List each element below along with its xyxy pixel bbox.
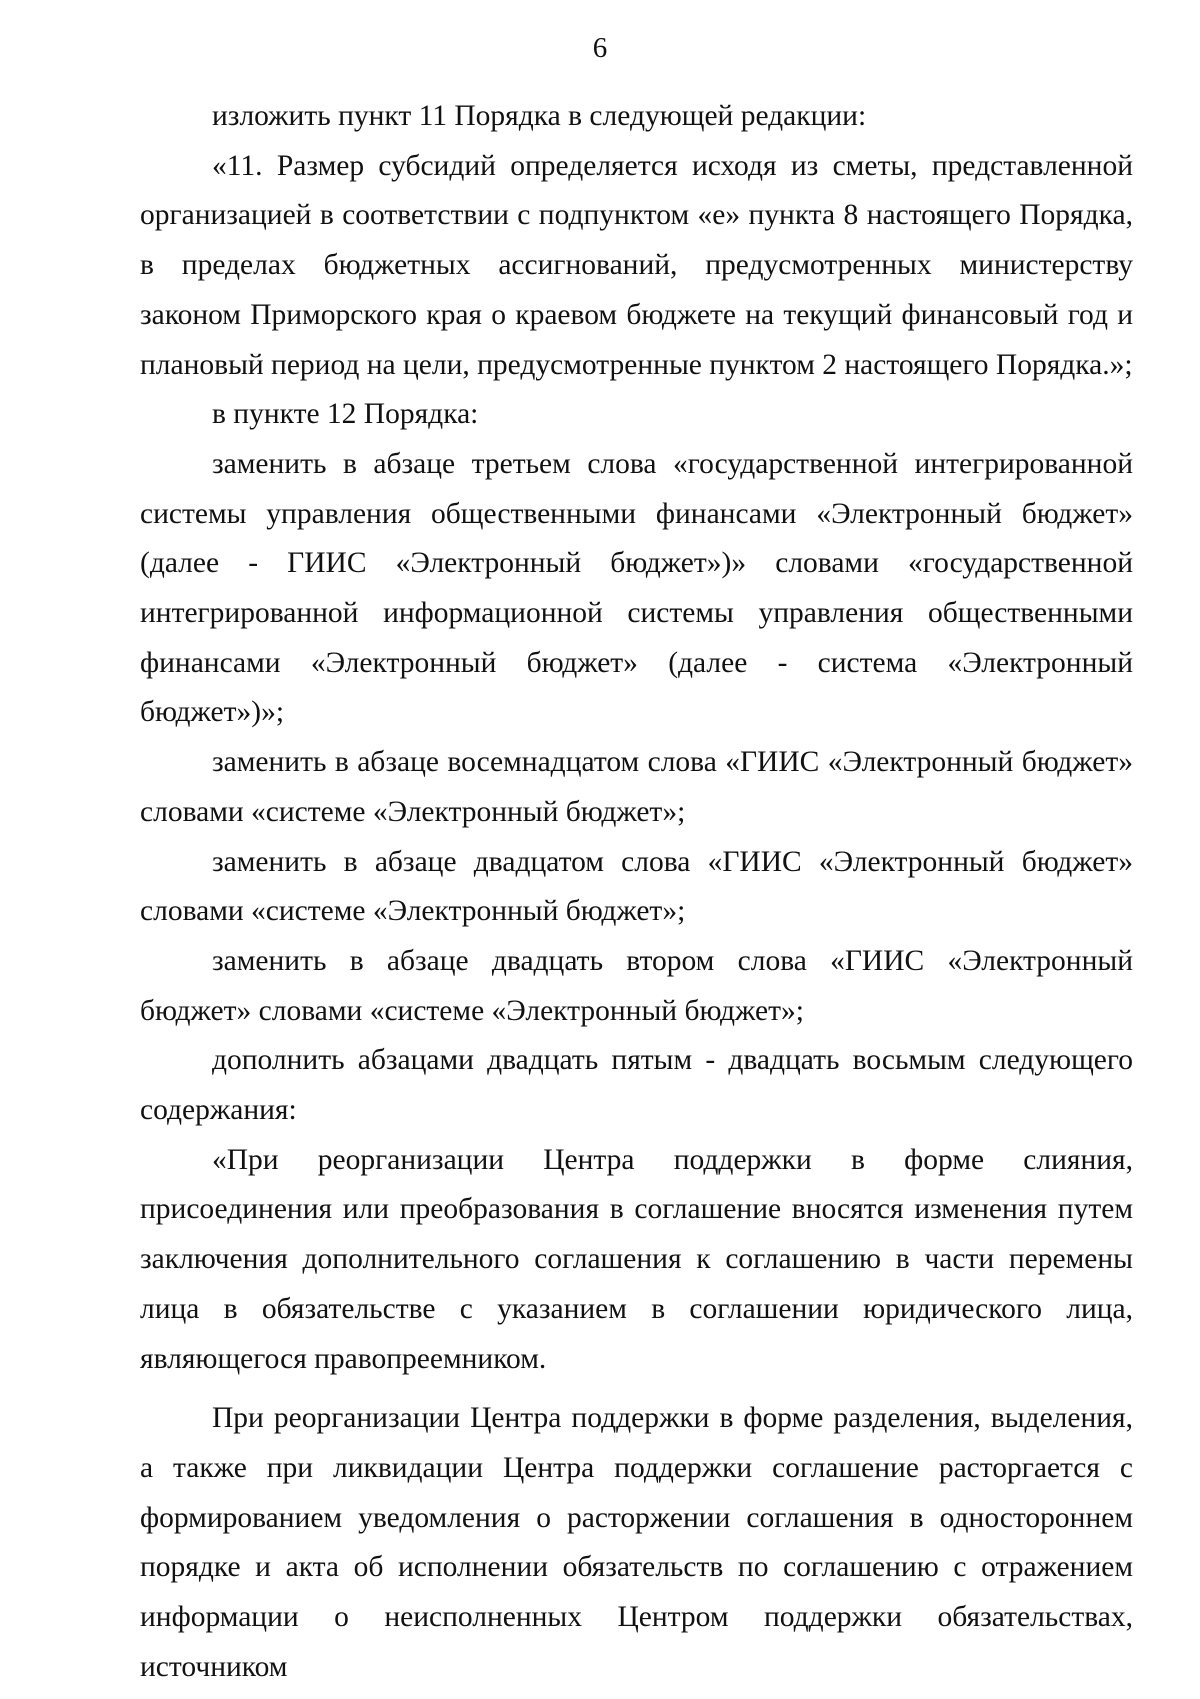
paragraph: При реорганизации Центра поддержки в форме разделения, выделения, а также при ликвидации Центра поддержки соглашение расторгается с формированием уведомления о расторжении соглашения в одностороннем порядке и акта об исполнении обязательств по соглашению с отражением информации о неисполненных Центром поддержки обязательствах, источником [140,1402,1133,1683]
page-number: 6 [592,32,608,64]
paragraph: заменить в абзаце восемнадцатом слова «ГИИС «Электронный бюджет» словами «системе «Электронный бюджет»; [140,746,1133,828]
paragraph: в пункте 12 Порядка: [212,398,479,431]
paragraph: заменить в абзаце двадцать втором слова «ГИИС «Электронный бюджет» словами «системе «Электронный бюджет»; [140,944,1133,1027]
paragraph: изложить пункт 11 Порядка в следующей редакции: [212,100,867,132]
paragraph: дополнить абзацами двадцать пятым - двадцать восьмым следующего содержания: [140,1044,1133,1127]
paragraph: заменить в абзаце третьем слова «государственной интегрированной системы управления общественными финансами «Электронный бюджет» (далее - ГИИС «Электронный бюджет»)» словами «государственной интегрированной информационной системы управления общественными финансами «Электронный бюджет» (далее - система «Электронный бюджет»)»; [140,447,1133,729]
paragraph: заменить в абзаце двадцатом слова «ГИИС «Электронный бюджет» словами «системе «Электронный бюджет»; [140,845,1133,928]
paragraph: «При реорганизации Центра поддержки в форме слияния, присоединения или преобразования в соглашение вносятся изменения путем заключения дополнительного соглашения к соглашению в части перемены лица в обязательстве с указанием в соглашении юридического лица, являющегося правопреемником. [140,1143,1133,1375]
paragraph: «11. Размер субсидий определяется исходя из сметы, представленной организацией в соответствии с подпунктом «е» пункта 8 настоящего Порядка, в пределах бюджетных ассигнований, предусмотренных министерству законом Приморского края о краевом бюджете на текущий финансовый год и плановый период на цели, предусмотренные пунктом 2 настоящего Порядка.»; [140,149,1133,381]
document-body [140,92,1133,1693]
